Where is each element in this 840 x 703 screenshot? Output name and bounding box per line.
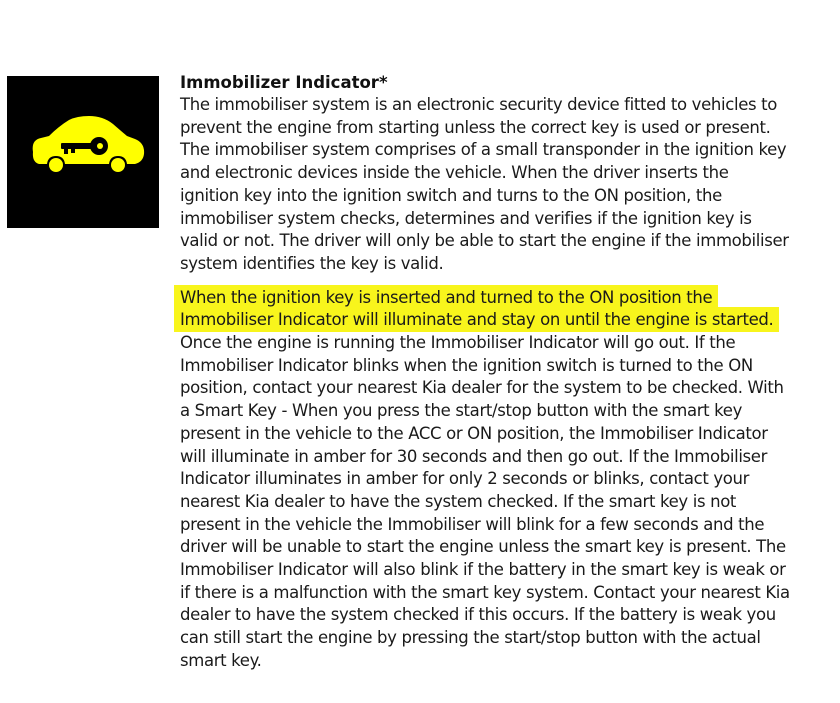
highlighted-text: When the ignition key is inserted and turned to the ON position the Immobiliser Indicator will illuminate and stay on until the engine is started. [180, 285, 773, 333]
description-paragraph-1: The immobiliser system is an electronic security device fitted to vehicles to prevent the engine from starting unless the correct key is used or present. The immobiliser system comprises of a small transponder in the ignition key and electronic devices inside the vehicle. When the driver inserts the ignition key into the ignition switch and turns to the ON position, the immobiliser system checks, determines and verifies if the ignition key is valid or not. The driver will only be able to start the engine if the immobiliser system identifies the key is valid. [180, 95, 789, 273]
paragraph-2-text: Once the engine is running the Immobiliser Indicator will go out. If the Immobiliser Indicator blinks when the ignition switch is turned to the ON position, contact your nearest Kia dealer for the system to be checked. With a Smart Key - When you press the start/stop button with the smart key present in the vehicle to the ACC or ON position, the Immobiliser Indicator will illuminate in amber for 30 seconds and then go out. If the Immobiliser Indicator illuminates in amber for only 2 seconds or blinks, contact your nearest Kia dealer to have the system checked. If the smart key is not present in the vehicle the Immobiliser will blink for a few seconds and the driver will be unable to start the engine unless the smart key is present. The Immobiliser Indicator will also blink if the battery in the smart key is weak or if there is a malfunction with the smart key system. Contact your nearest Kia dealer to have the system checked if this occurs. If the battery is weak you can still start the engine by pressing the start/stop button with the actual smart key. [180, 333, 790, 670]
immobilizer-indicator-box [7, 76, 159, 228]
indicator-title: Immobilizer Indicator* [180, 73, 388, 92]
immobilizer-car-key-icon [7, 76, 159, 228]
description-paragraph-2 [180, 287, 792, 673]
indicator-description [180, 72, 792, 673]
